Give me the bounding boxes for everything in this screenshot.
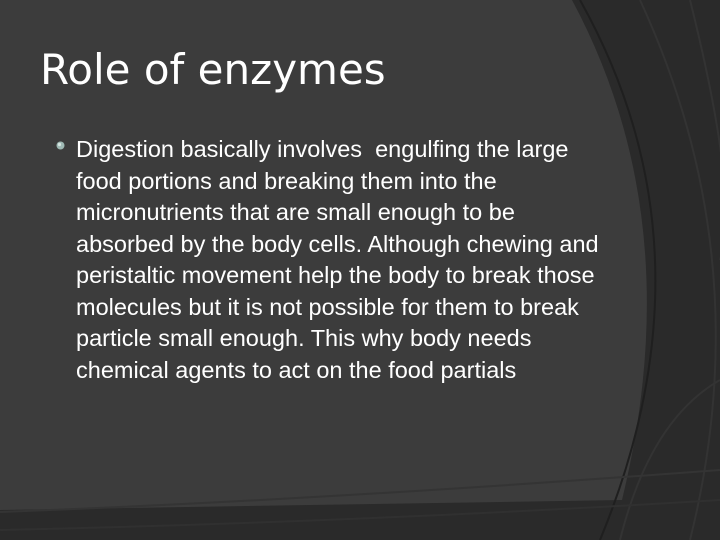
slide-title: Role of enzymes xyxy=(40,45,386,94)
bullet-dot-icon xyxy=(56,141,65,150)
bullet-text: Digestion basically involves engulfing the large food portions and breaking them into the micronutrients that are small enough to be absorbed by the body cells. Although chewing and peristaltic movement help the body to break those molecules but it is not possible for them to break particle small enough. This why body needs chemical agents to act on the food partials xyxy=(76,136,606,383)
bullet-list xyxy=(56,134,616,386)
bullet-item xyxy=(56,134,616,386)
